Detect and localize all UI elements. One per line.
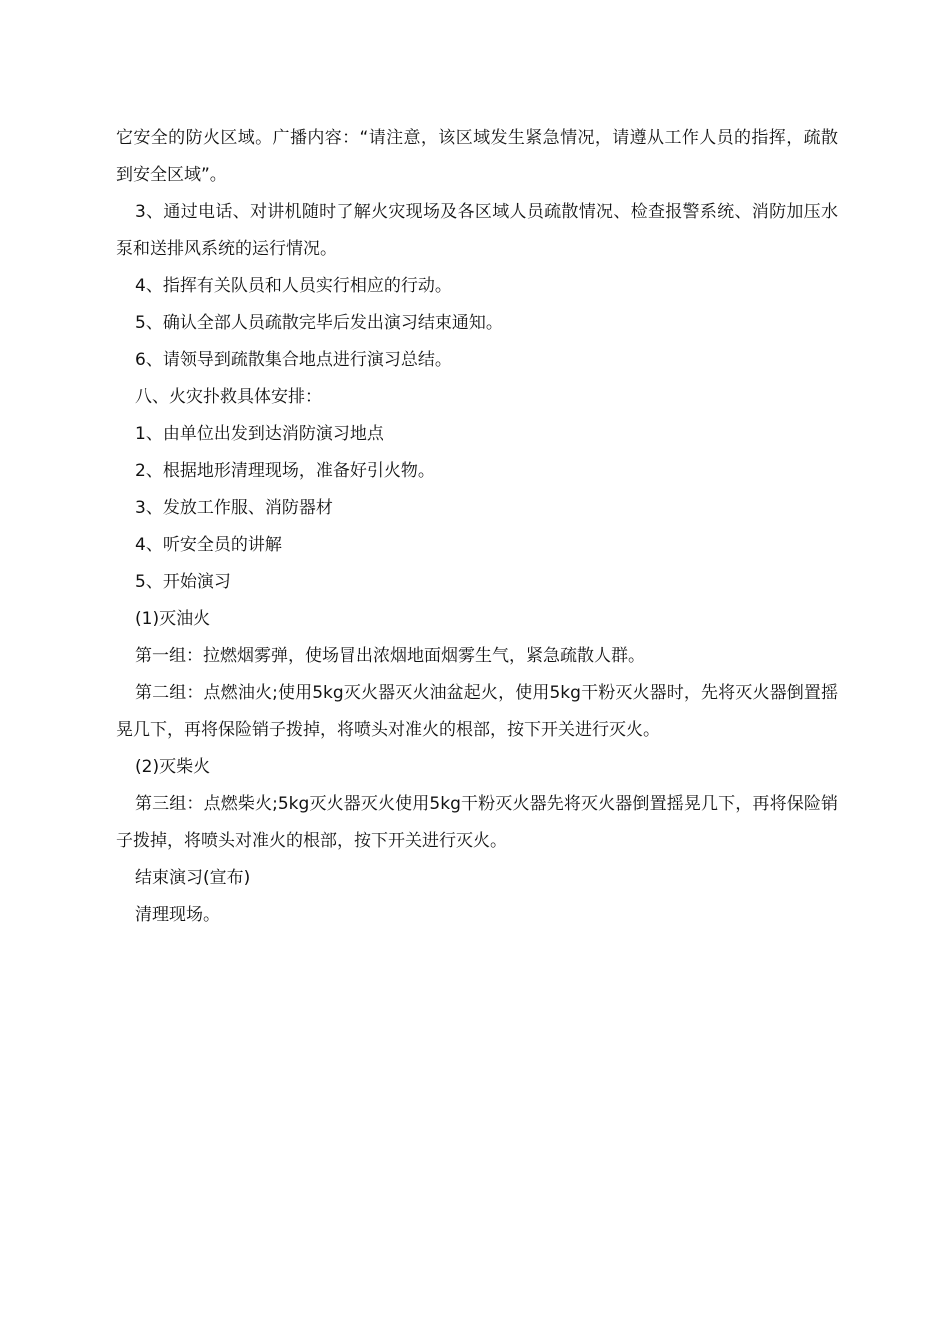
paragraph-group-3: 第三组：点燃柴火;5kg灭火器灭火使用5kg干粉灭火器先将灭火器倒置摇晃几下，再将保险销子拨掉，将喷头对准火的根部，按下开关进行灭火。 [116, 794, 838, 851]
paragraph-clean-site: 清理现场。 [135, 905, 220, 925]
paragraph-end-drill: 结束演习(宣布) [135, 868, 251, 888]
paragraph-continuation: 它安全的防火区域。广播内容：“请注意，该区域发生紧急情况，请遵从工作人员的指挥，疏散到安全区域”。 [116, 128, 838, 185]
paragraph-item-3: 3、发放工作服、消防器材 [135, 498, 333, 518]
section-heading-8: 八、火灾扑救具体安排： [135, 387, 322, 407]
paragraph-item-2: 2、根据地形清理现场，准备好引火物。 [135, 461, 435, 481]
document-body [116, 120, 838, 934]
paragraph-step-6: 6、请领导到疏散集合地点进行演习总结。 [135, 350, 452, 370]
paragraph-item-5: 5、开始演习 [135, 572, 231, 592]
subheading-oil-fire: (1)灭油火 [135, 609, 211, 629]
paragraph-item-4: 4、听安全员的讲解 [135, 535, 282, 555]
paragraph-group-2: 第二组：点燃油火;使用5kg灭火器灭火油盆起火，使用5kg干粉灭火器时，先将灭火器倒置摇晃几下，再将保险销子拨掉，将喷头对准火的根部，按下开关进行灭火。 [116, 683, 838, 740]
paragraph-group-1: 第一组：拉燃烟雾弹，使场冒出浓烟地面烟雾生气，紧急疏散人群。 [135, 646, 645, 666]
paragraph-step-3: 3、通过电话、对讲机随时了解火灾现场及各区域人员疏散情况、检查报警系统、消防加压水泵和送排风系统的运行情况。 [116, 202, 838, 259]
subheading-wood-fire: (2)灭柴火 [135, 757, 211, 777]
paragraph-step-4: 4、指挥有关队员和人员实行相应的行动。 [135, 276, 452, 296]
paragraph-step-5: 5、确认全部人员疏散完毕后发出演习结束通知。 [135, 313, 503, 333]
paragraph-item-1: 1、由单位出发到达消防演习地点 [135, 424, 384, 444]
